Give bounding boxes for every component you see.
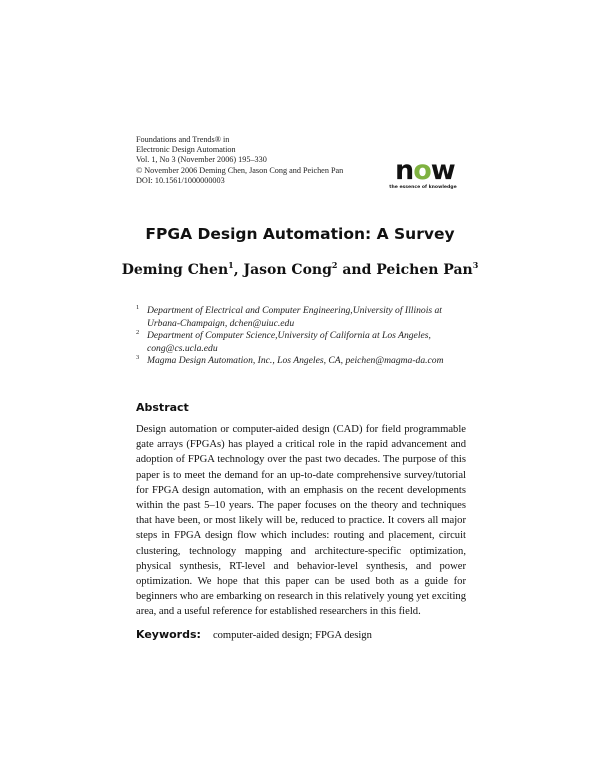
affiliation-item: 2 Department of Computer Science,University of California at Los Angeles, cong@cs.ucla.edu (136, 329, 431, 354)
paper-title: FPGA Design Automation: A Survey (145, 225, 455, 243)
abstract-text: Design automation or computer-aided design (CAD) for field programmable gate arrays (FPGAs) has played a critical role in the rapid advancement and adoption of FPGA technology over the past two decades. The purpose of this paper is to meet the demand for an up-to-date comprehensive survey/tutorial for FPGA design automation, with an emphasis on the recent developments within the past 5–10 years. The paper focuses on the theory and techniques that have been, or most likely will be, reduced to practice. It covers all major steps in FPGA design flow which includes: routing and placement, circuit clustering, technology mapping and architecture-specific optimization, physical synthesis, RT-level and behavior-level synthesis, and power optimization. We hope that this paper can be used both as a guide for beginners who are embarking on research in this relatively young yet exciting area, and a useful reference for established researchers in this field. (136, 424, 466, 618)
author-name: Deming Chen (121, 262, 229, 278)
author-affil-mark: 2 (331, 260, 338, 270)
abstract-heading: Abstract (136, 401, 189, 414)
journal-series: Foundations and Trends® in (136, 135, 230, 144)
journal-header (136, 135, 351, 186)
keywords-label: Keywords: (136, 628, 201, 641)
journal-volume: Vol. 1, No 3 (November 2006) 195–330 (136, 155, 267, 165)
copyright-line: © November 2006 Deming Chen, Jason Cong and Peichen Pan (136, 165, 344, 175)
affiliation-item: 1 Department of Electrical and Computer Engineering,University of Illinois at Urbana-Champaign, dchen@uiuc.edu (136, 304, 442, 329)
author-name: Jason Cong (243, 262, 332, 278)
author-name: Peichen Pan (376, 262, 473, 278)
affiliations (136, 305, 471, 368)
doi: DOI: 10.1561/1000000003 (136, 175, 225, 185)
author-list: Deming Chen$^1$, Jason Cong$^2$ and Peichen Pan$^3$ (121, 260, 479, 278)
keywords (136, 628, 372, 641)
author-affil-mark: 3 (472, 260, 479, 270)
logo-tagline: the essence of knowledge (389, 185, 457, 190)
author-affil-mark: 1 (228, 260, 234, 270)
journal-name: Electronic Design Automation (136, 145, 236, 155)
keywords-value: computer-aided design; FPGA design (212, 630, 372, 641)
now-logo-mark: now (395, 155, 455, 186)
publisher-logo (382, 157, 464, 195)
affiliation-item: 3 Magma Design Automation, Inc., Los Angeles, CA, peichen@magma-da.com (136, 354, 444, 366)
